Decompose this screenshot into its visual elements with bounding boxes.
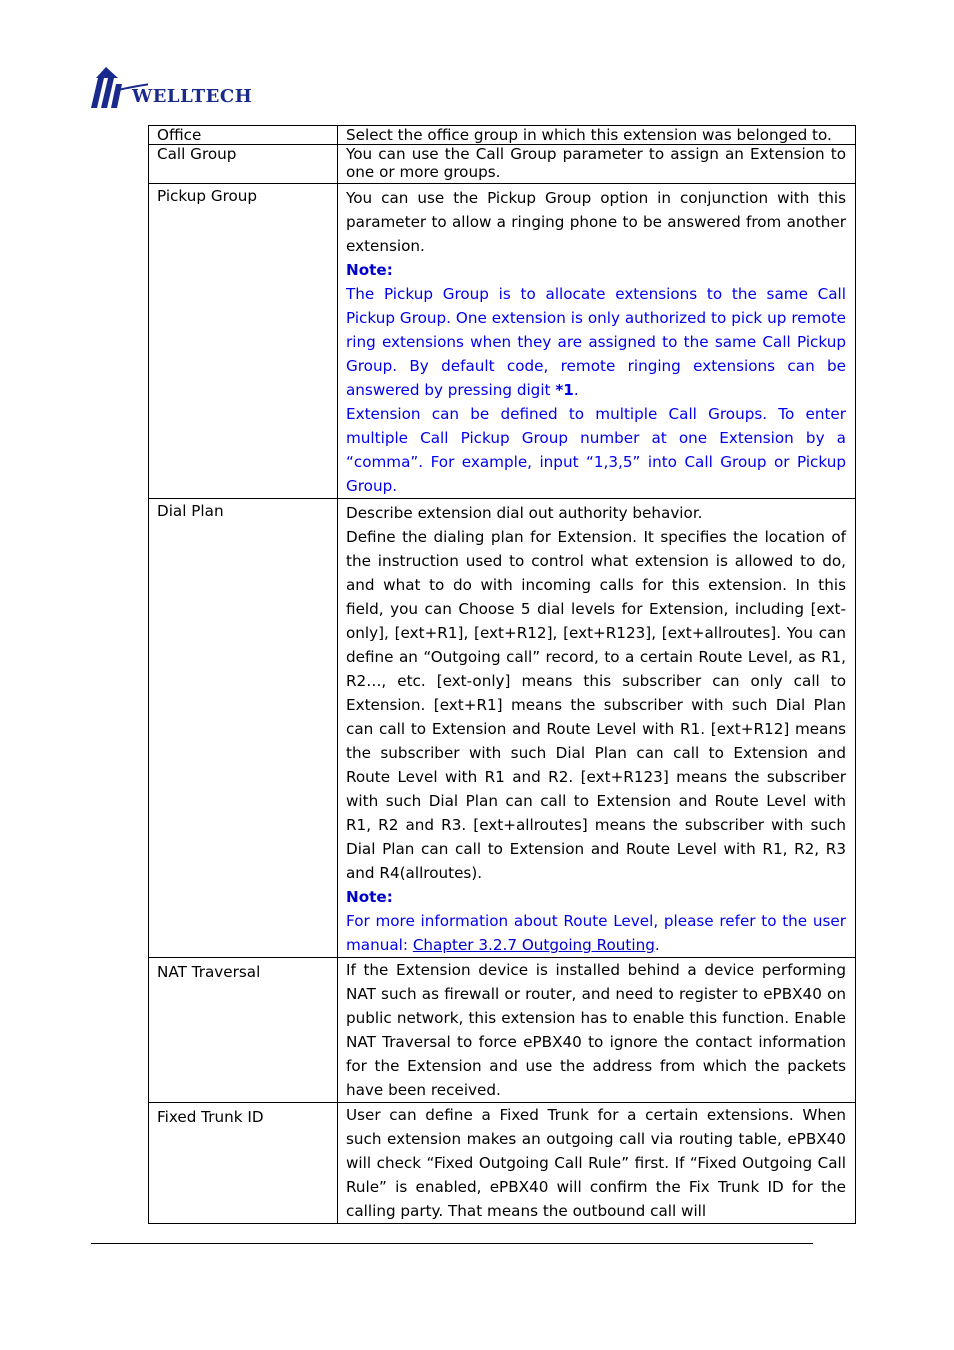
note-digit-code: *1 (555, 381, 574, 399)
parameter-table (148, 125, 856, 1224)
table-row (149, 184, 856, 499)
param-desc: If the Extension device is installed behind a device performing NAT such as firewall or router, and need to register to ePBX40 on public network, this extension has to enable this function. Enable NAT Traversal to force ePBX40 to ignore the contact information for the Extension and use the address from which the packets have been received. (338, 958, 856, 1103)
table-row (149, 958, 856, 1103)
desc-text: You can use the Pickup Group option in conjunction with this parameter to allow a ringing phone to be answered from another extension. (346, 189, 846, 255)
param-desc: Select the office group in which this extension was belonged to. (338, 126, 856, 145)
note-label: Note: (346, 261, 393, 279)
note-text (346, 909, 846, 957)
note-text-part: For more information about Route Level, please refer to the user manual: (346, 912, 846, 954)
param-name: Pickup Group (149, 184, 338, 499)
desc-text: Describe extension dial out authority behavior. (346, 504, 703, 522)
chapter-link[interactable]: Chapter 3.2.7 Outgoing Routing (412, 936, 655, 954)
param-name: Call Group (149, 145, 338, 184)
param-desc (338, 184, 856, 499)
footer-divider (91, 1243, 813, 1244)
table-row (149, 126, 856, 145)
param-desc: You can use the Call Group parameter to assign an Extension to one or more groups. (338, 145, 856, 184)
note-text-end: . (573, 381, 579, 399)
param-name: Fixed Trunk ID (149, 1103, 338, 1224)
param-desc (338, 499, 856, 958)
table-row (149, 145, 856, 184)
desc-text: Define the dialing plan for Extension. It specifies the location of the instruction used to control what extension is allowed to do, and what to do with incoming calls for this extension. In this field, you can Choose 5 dial levels for Extension, including [ext-only], [ext+R1], [ext+R12], [ext+R123], [ext+allroutes]. You can define an “Outgoing call” record, to a certain Route Level, as R1, R2…, etc. [ext-only] means this subscriber can only call to Extension. [ext+R1] means the subscriber with such Dial Plan can call to Extension and Route Level with R1. [ext+R12] means the subscriber with such Dial Plan can call to Extension and Route Level with R1 and R2. [ext+R123] means the subscriber with such Dial Plan can call to Extension and Route Level with R1, R2 and R3. [ext+allroutes] means the subscriber with such Dial Plan can call to Extension and Route Level with R1, R2, R3 and R4(allroutes). (346, 528, 846, 882)
note-label: Note: (346, 888, 393, 906)
param-name: NAT Traversal (149, 958, 338, 1103)
note-text-end: . (654, 936, 660, 954)
note-text-part: The Pickup Group is to allocate extensions to the same Call Pickup Group. One extension is only authorized to pick up remote ring extensions when they are assigned to the same Call Pickup Group. By default code, remote ringing extensions can be answered by pressing digit (346, 285, 846, 399)
logo-text: WELLTECH (132, 86, 253, 107)
param-desc: User can define a Fixed Trunk for a certain extensions. When such extension makes an outgoing call via routing table, ePBX40 will check “Fixed Outgoing Call Rule” first. If “Fixed Outgoing Call Rule” is enabled, ePBX40 will confirm the Fix Trunk ID for the calling party. That means the outbound call will (338, 1103, 856, 1224)
table-row (149, 499, 856, 958)
table-row (149, 1103, 856, 1224)
welltech-logo (88, 66, 268, 110)
note-text (346, 282, 846, 402)
param-name: Dial Plan (149, 499, 338, 958)
note-text: Extension can be defined to multiple Call Groups. To enter multiple Call Pickup Group number at one Extension by a “comma”. For example, input “1,3,5” into Call Group or Pickup Group. (346, 405, 846, 495)
param-name: Office (149, 126, 338, 145)
